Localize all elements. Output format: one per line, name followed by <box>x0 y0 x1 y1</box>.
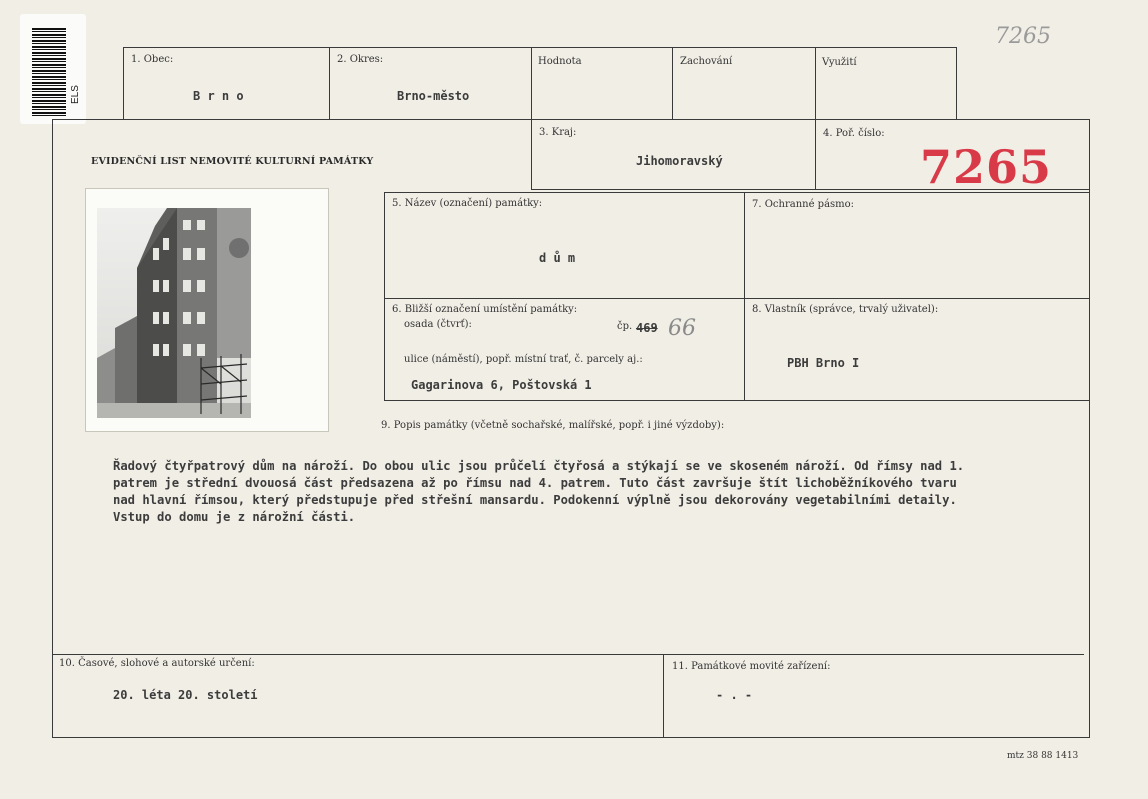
cp-handwritten-value: 66 <box>668 316 696 341</box>
hodnota-label: Hodnota <box>538 56 582 67</box>
urceni-label: 10. Časové, slohové a autorské určení: <box>59 658 255 669</box>
building-photo <box>97 208 251 418</box>
popis-line: Vstup do domu je z nárožní části. <box>113 510 356 524</box>
registration-number: 7265 <box>920 140 1053 194</box>
popis-line: patrem je střední dvouosá část předsazena až po římsu nad 4. patrem. Tuto část završuje štít lichoběžníkového tvaru <box>113 476 957 490</box>
popis-label: 9. Popis památky (včetně sochařské, malířské, popř. i jiné výzdoby): <box>381 420 725 431</box>
ulice-label: ulice (náměstí), popř. místní trať, č. parcely aj.: <box>404 354 643 365</box>
kraj-value: Jihomoravský <box>636 154 723 168</box>
zarizeni-label: 11. Památkové movité zařízení: <box>672 661 831 672</box>
vlastnik-value: PBH Brno I <box>787 356 860 370</box>
nazev-label: 5. Název (označení) památky: <box>392 198 543 209</box>
popis-line: nad hlavní římsou, který předstupuje před střešní mansardu. Podokenní výplně jsou dekorovány vegetabilními detaily. <box>113 493 957 507</box>
cp-label: čp. <box>617 321 633 332</box>
urceni-value: 20. léta 20. století <box>113 688 258 702</box>
por-cislo-label: 4. Poř. číslo: <box>823 128 885 139</box>
kraj-label: 3. Kraj: <box>539 127 577 138</box>
obec-label: 1. Obec: <box>131 54 174 65</box>
ulice-value: Gagarinova 6, Poštovská 1 <box>411 378 592 392</box>
barcode-side-label: ELS <box>70 85 81 104</box>
osada-label: osada (čtvrť): <box>404 319 472 330</box>
zarizeni-value: - . - <box>716 688 753 702</box>
okres-value: Brno-město <box>397 89 470 103</box>
form-title: EVIDENČNÍ LIST NEMOVITÉ KULTURNÍ PAMÁTKY <box>91 156 374 167</box>
corner-pencil-number: 7265 <box>995 24 1051 49</box>
zachovani-label: Zachování <box>680 56 733 67</box>
barcode-icon <box>32 28 66 118</box>
popis-line: Řadový čtyřpatrový dům na nároží. Do obou ulic jsou průčelí čtyřosá a stýkají se ve skoseném nároží. Od římsy nad 1. <box>113 459 965 473</box>
nazev-value: d ů m <box>539 251 576 265</box>
ochranne-pasmo-label: 7. Ochranné pásmo: <box>752 199 855 210</box>
vyuziti-label: Využití <box>822 57 857 68</box>
obec-value: B r n o <box>193 89 244 103</box>
footer-code: mtz 38 88 1413 <box>1007 751 1079 761</box>
okres-label: 2. Okres: <box>337 54 384 65</box>
cp-struck-value: 469 <box>636 321 658 335</box>
popis-text <box>113 458 1063 526</box>
umisteni-label: 6. Bližší označení umístění památky: <box>392 304 578 315</box>
barcode-sticker <box>20 14 86 124</box>
vlastnik-label: 8. Vlastník (správce, trvalý uživatel): <box>752 304 939 315</box>
